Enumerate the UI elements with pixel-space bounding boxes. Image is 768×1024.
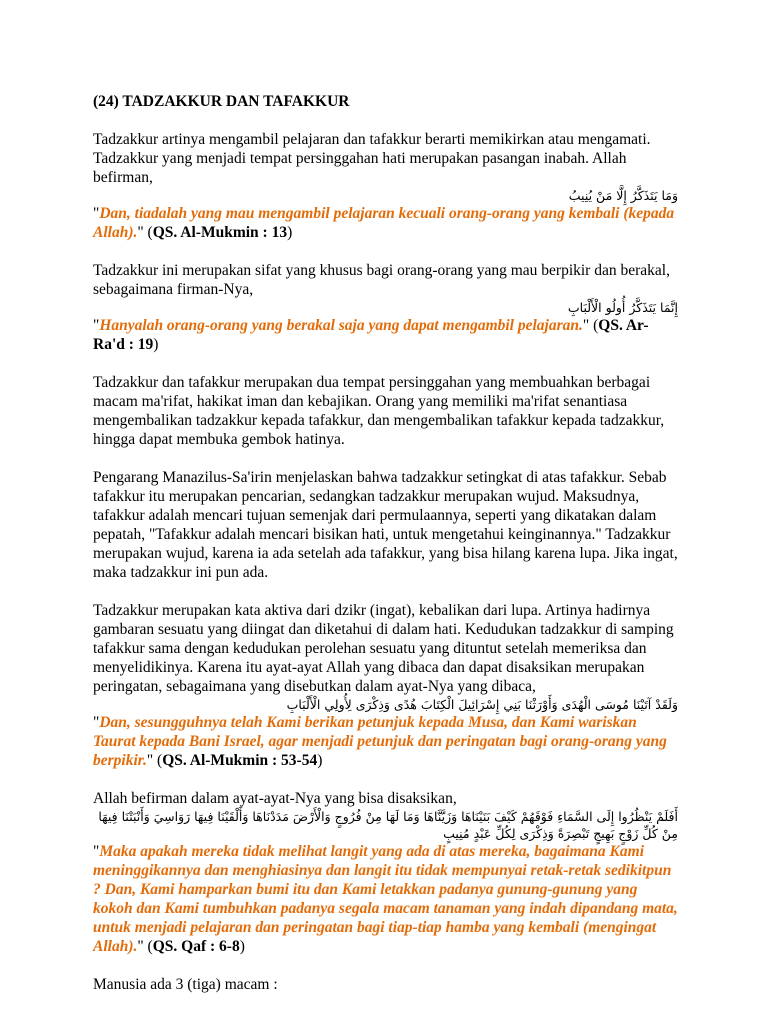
- arabic-verse-3: وَلَقَدْ آتَيْنَا مُوسَى الْهُدَى وَأَوْرَثْنَا بَنِي إِسْرَائِيلَ الْكِتَابَ هُدًى وَذِكْرَى لِأُولِي الْأَلْبَابِ: [286, 697, 678, 712]
- quote-4: "Maka apakah mereka tidak melihat langit yang ada di atas mereka, bagaimana Kami meninggikannya dan menghiasinya dan langit itu tidak mempunyai retak-retak sedikitpun ? Dan, Kami hamparkan bumi itu dan Kami letakkan padanya gunung-gunung yang kokoh dan Kami tumbuhkan padanya segala macam tanaman yang indah dipandang mata, untuk menjadi pelajaran dan peringatan bagi tiap-tiap hamba yang kembali (mengingat Allah)." (QS. Qaf : 6-8): [93, 843, 678, 955]
- reference-3: QS. Al-Mukmin : 53-54: [162, 752, 318, 769]
- quote-1: "Dan, tiadalah yang mau mengambil pelajaran kecuali orang-orang yang kembali (kepada Allah)." (QS. Al-Mukmin : 13): [93, 205, 675, 241]
- paragraph-6: Allah befirman dalam ayat-ayat-Nya yang bisa disaksikan,: [93, 790, 457, 807]
- quote-2: "Hanyalah orang-orang yang berakal saja yang dapat mengambil pelajaran." (QS. Ar-Ra'd : 19): [93, 317, 649, 353]
- translation-2: Hanyalah orang-orang yang berakal saja yang dapat mengambil pelajaran.: [99, 317, 583, 334]
- document-body: [93, 92, 678, 994]
- document-title: (24) TADZAKKUR DAN TAFAKKUR: [93, 93, 350, 110]
- reference-4: QS. Qaf : 6-8: [152, 938, 240, 955]
- translation-4: Maka apakah mereka tidak melihat langit yang ada di atas mereka, bagaimana Kami meninggikannya dan menghiasinya dan langit itu tidak mempunyai retak-retak sedikitpun ? Dan, Kami hamparkan bumi itu dan Kami letakkan padanya gunung-gunung yang kokoh dan Kami tumbuhkan padanya segala macam tanaman yang indah dipandang mata, untuk menjadi pelajaran dan peringatan bagi tiap-tiap hamba yang kembali (mengingat Allah).: [93, 843, 678, 955]
- paragraph-7: Manusia ada 3 (tiga) macam :: [93, 976, 278, 993]
- arabic-verse-2: إِنَّمَا يَتَذَكَّرُ أُولُو الْأَلْبَابِ: [567, 300, 678, 315]
- paragraph-2: Tadzakkur ini merupakan sifat yang khusus bagi orang-orang yang mau berpikir dan berakal, sebagaimana firman-Nya,: [93, 262, 670, 298]
- arabic-verse-4: أَفَلَمْ يَنْظُرُوا إِلَى السَّمَاءِ فَوْقَهُمْ كَيْفَ بَنَيْنَاهَا وَزَيَّنَّاهَا وَمَا لَهَا مِنْ فُرُوجٍ وَالْأَرْضَ مَدَدْنَاهَا وَأَلْقَيْنَا فِيهَا رَوَاسِيَ وَأَنْبَتْنَا فِيهَا مِنْ كُلِّ زَوْجٍ بَهِيجٍ تَبْصِرَةً وَذِكْرَى لِكُلِّ عَبْدٍ مُنِيبٍ: [98, 809, 678, 841]
- reference-2: QS. Ar-Ra'd : 19: [93, 317, 649, 353]
- reference-1: QS. Al-Mukmin : 13: [152, 224, 288, 241]
- translation-1: Dan, tiadalah yang mau mengambil pelajaran kecuali orang-orang yang kembali (kepada Allah).: [93, 205, 675, 241]
- paragraph-1: Tadzakkur artinya mengambil pelajaran dan tafakkur berarti memikirkan atau mengamati. Tadzakkur yang menjadi tempat persinggahan hati merupakan pasangan inabah. Allah befirman,: [93, 131, 651, 186]
- quote-3: "Dan, sesungguhnya telah Kami berikan petunjuk kepada Musa, dan Kami wariskan Taurat kepada Bani Israel, agar menjadi petunjuk dan peringatan bagi orang-orang yang berpikir." (QS. Al-Mukmin : 53-54): [93, 714, 667, 769]
- paragraph-5: Tadzakkur merupakan kata aktiva dari dzikr (ingat), kebalikan dari lupa. Artinya hadirnya gambaran sesuatu yang diingat dan diketahui di dalam hati. Kedudukan tadzakkur di samping tafakkur sama dengan kedudukan perolehan sesuatu yang dituntut setelah memeriksa dan menyelidikinya. Karena itu ayat-ayat Allah yang dibaca dan dapat disaksikan merupakan peringatan, sebagaimana yang disebutkan dalam ayat-Nya yang dibaca,: [93, 602, 674, 695]
- paragraph-3: Tadzakkur dan tafakkur merupakan dua tempat persinggahan yang membuahkan berbagai macam ma'rifat, hakikat iman dan kebajikan. Orang yang memiliki ma'rifat senantiasa mengembalikan tadzakkur kepada tafakkur, dan mengembalikan tafakkur kepada tadzakkur, hingga dapat membuka gembok hatinya.: [93, 374, 665, 448]
- translation-3: Dan, sesungguhnya telah Kami berikan petunjuk kepada Musa, dan Kami wariskan Taurat kepada Bani Israel, agar menjadi petunjuk dan peringatan bagi orang-orang yang berpikir.: [93, 714, 667, 769]
- paragraph-4: Pengarang Manazilus-Sa'irin menjelaskan bahwa tadzakkur setingkat di atas tafakkur. Sebab tafakkur itu merupakan pencarian, sedangkan tadzakkur merupakan wujud. Maksudnya, tafakkur adalah mencari tujuan semenjak dari permulaannya, seperti yang dikatakan dalam pepatah, "Tafakkur adalah mencari bisikan hati, untuk mengetahui keinginannya." Tadzakkur merupakan wujud, karena ia ada setelah ada tafakkur, yang bisa hilang karena lupa. Jika ingat, maka tadzakkur ini pun ada.: [93, 469, 678, 581]
- arabic-verse-1: وَمَا يَتَذَكَّرُ إِلَّا مَنْ يُنِيبُ: [568, 188, 678, 203]
